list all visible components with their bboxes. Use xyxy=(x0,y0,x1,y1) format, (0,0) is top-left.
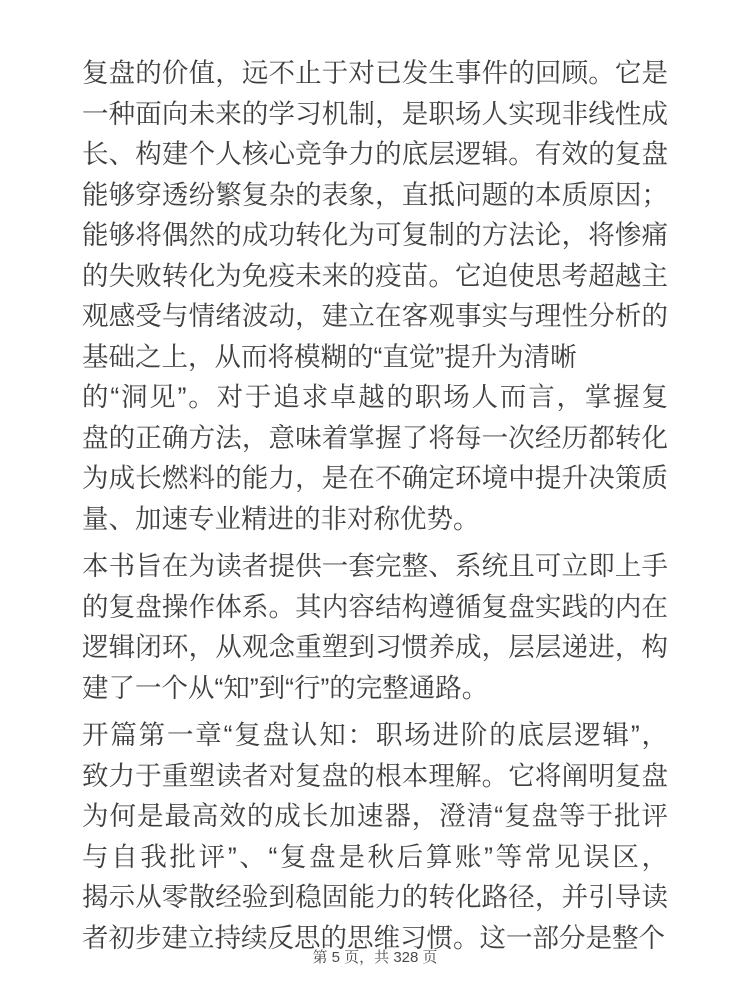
text-line: 观感受与情绪波动，建立在客观事实与理性分析的 xyxy=(82,301,668,331)
text-line: 为何是最高效的成长加速器，澄清“复盘等于批评 xyxy=(82,801,668,831)
text-line: 复盘的价值，远不止于对已发生事件的回顾。它是 xyxy=(82,58,668,88)
page-footer xyxy=(0,948,750,968)
text-line: 的复盘操作体系。其内容结构遵循复盘实践的内在 xyxy=(82,591,668,622)
text-line: 能够将偶然的成功转化为可复制的方法论，将惨痛 xyxy=(82,220,668,250)
page-indicator: 第 5 页，共 328 页 xyxy=(312,949,438,966)
text-line: 能够穿透纷繁复杂的表象，直抵问题的本质原因； xyxy=(82,179,668,210)
paragraph xyxy=(82,546,668,708)
text-line: 量、加速专业精进的非对称优势。 xyxy=(82,503,480,534)
text-line: 开篇第一章“复盘认知：职场进阶的底层逻辑”， xyxy=(82,720,668,750)
paragraph xyxy=(82,715,668,958)
text-line: 者初步建立持续反思的思维习惯。这一部分是整个 xyxy=(82,922,665,953)
text-line: 建了一个从“知”到“行”的完整通路。 xyxy=(82,672,489,703)
text-line: 一种面向未来的学习机制，是职场人实现非线性成 xyxy=(82,98,668,129)
text-line: 的失败转化为免疫未来的疫苗。它迫使思考超越主 xyxy=(82,260,668,291)
text-line: 基础之上，从而将模糊的“直觉”提升为清晰 xyxy=(82,341,577,372)
text-line: 为成长燃料的能力，是在不确定环境中提升决策质 xyxy=(82,463,668,493)
text-line: 本书旨在为读者提供一套完整、系统且可立即上手 xyxy=(82,551,668,581)
paragraph xyxy=(82,53,668,539)
text-line: 盘的正确方法，意味着掌握了将每一次经历都转化 xyxy=(82,422,668,453)
text-line: 长、构建个人核心竞争力的底层逻辑。有效的复盘 xyxy=(82,139,668,169)
text-line: 致力于重塑读者对复盘的根本理解。它将阐明复盘 xyxy=(82,760,668,791)
text-line: 逻辑闭环，从观念重塑到习惯养成，层层递进，构 xyxy=(82,632,668,662)
text-block xyxy=(82,53,668,958)
text-line: 的“洞见”。对于追求卓越的职场人而言，掌握复 xyxy=(82,382,668,412)
text-line: 揭示从零散经验到稳固能力的转化路径，并引导读 xyxy=(82,882,668,912)
text-line: 与自我批评”、“复盘是秋后算账”等常见误区， xyxy=(82,841,668,872)
